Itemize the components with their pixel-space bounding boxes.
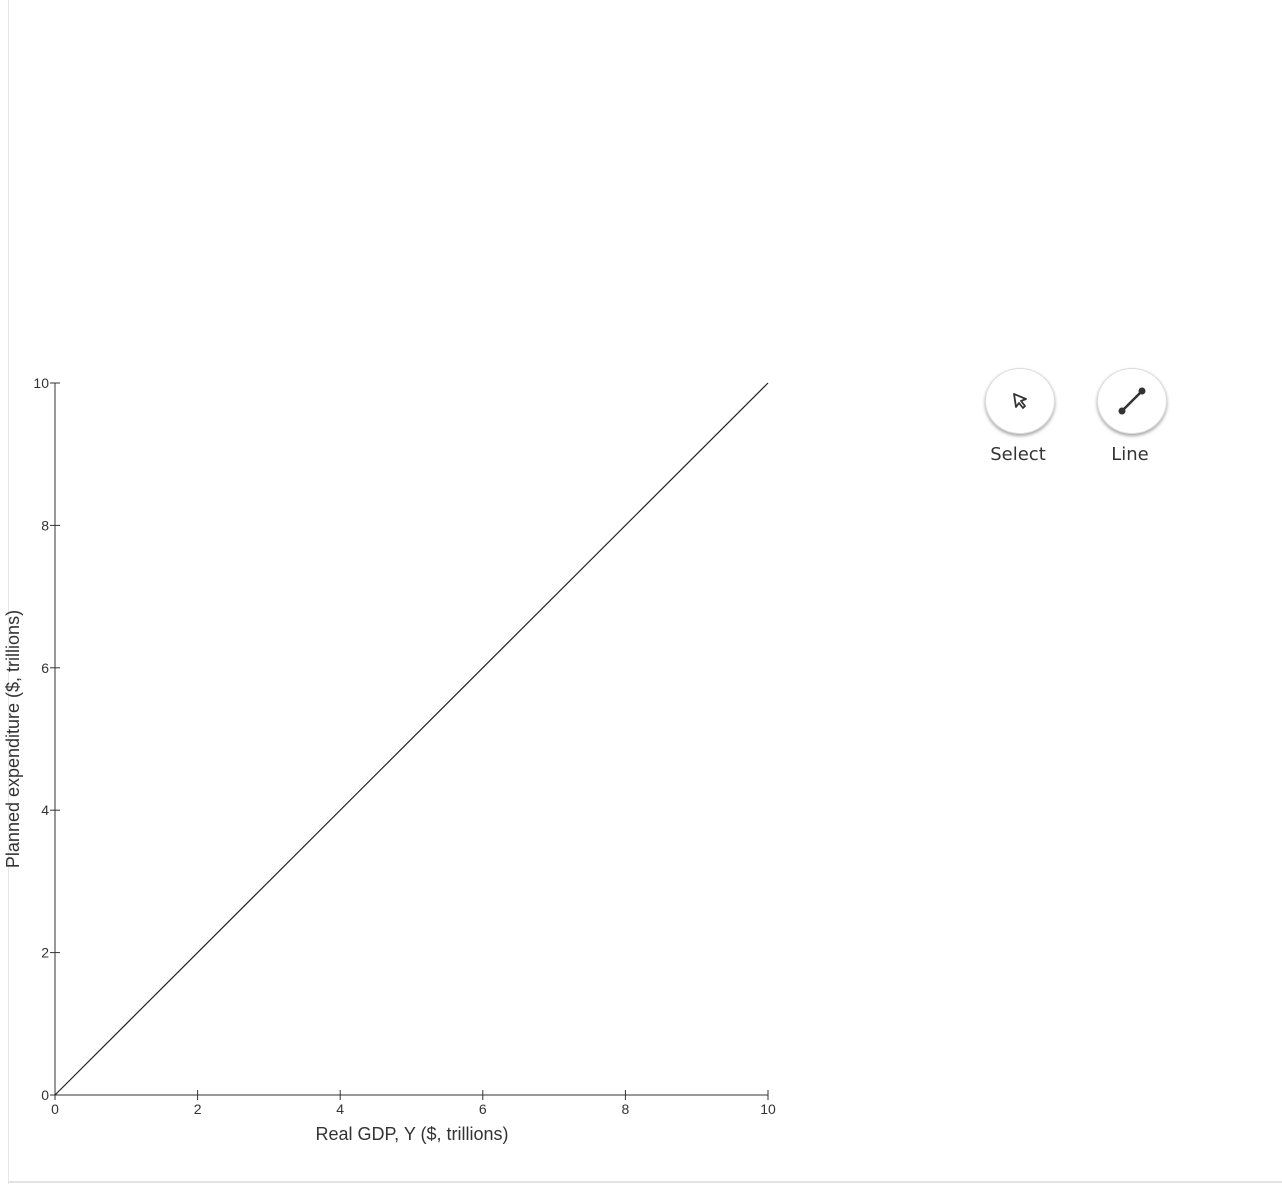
y-tick-label: 2 [41,944,49,961]
select-tool-label: Select [990,444,1046,465]
line-tool-label: Line [1111,444,1149,465]
y-tick-label: 0 [41,1087,49,1103]
panel-bottom-border [8,1181,1282,1183]
y-axis-title: Planned expenditure ($, trillions) [3,609,23,869]
y-tick-label: 4 [41,802,49,819]
y-tick-label: 6 [41,659,49,676]
x-axis-title: Real GDP, Y ($, trillions) [315,1124,509,1144]
x-tick-label: 0 [51,1101,59,1117]
x-tick-label: 8 [621,1101,630,1117]
graph-canvas[interactable] [0,360,900,1160]
x-tick-label: 6 [478,1101,487,1117]
line-tool-icon [1114,383,1150,419]
forty-five-degree-line [55,383,768,1095]
line-tool-button[interactable] [1097,368,1167,434]
x-tick-label: 10 [760,1101,776,1117]
select-tool-button[interactable] [985,368,1055,434]
y-tick-label: 8 [41,517,49,534]
y-tick-label: 10 [33,375,49,391]
cursor-icon [1008,389,1032,413]
series [55,383,768,1095]
x-tick-label: 2 [193,1101,202,1117]
x-tick-label: 4 [336,1101,345,1117]
